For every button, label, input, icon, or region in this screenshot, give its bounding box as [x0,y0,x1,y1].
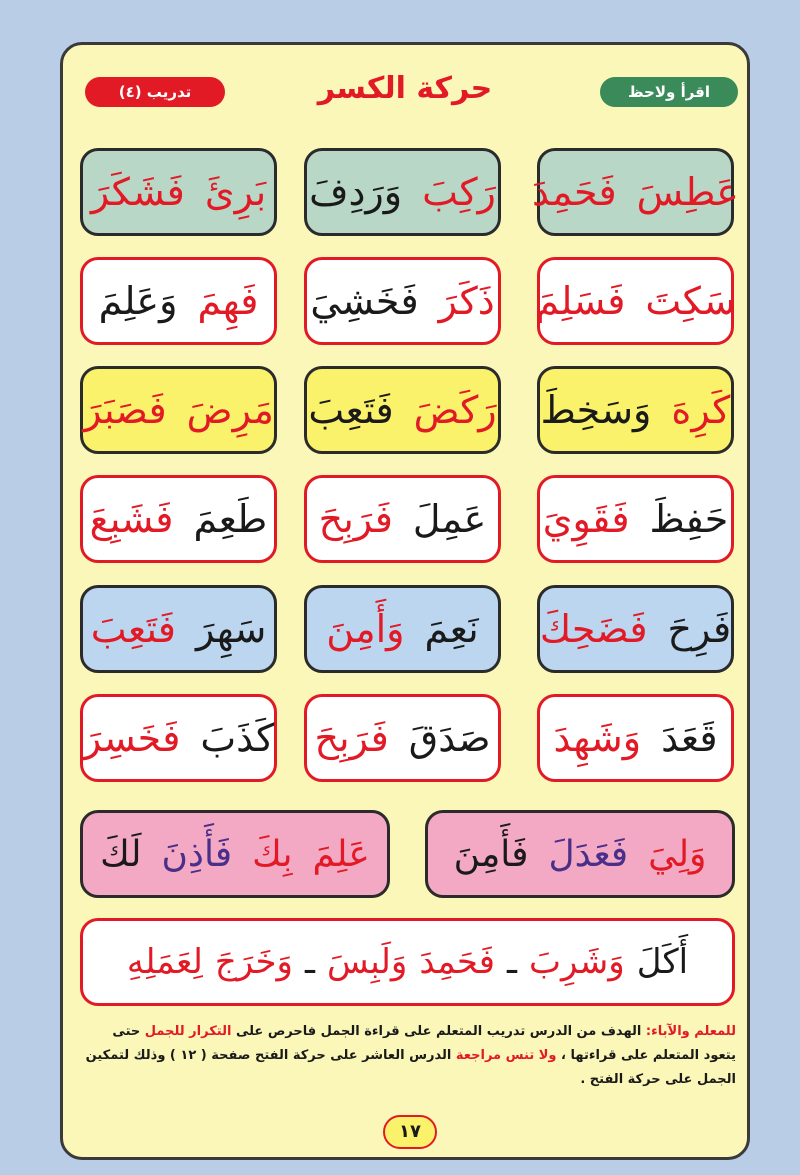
word: كَذَبَ [200,716,275,760]
word: فَتَعِبَ [90,607,176,651]
word-box [537,366,734,454]
word: فَشَبِعَ [89,497,174,541]
word: سَهِرَ [195,607,267,651]
word: سَكِتَ [645,279,736,323]
word-box [304,148,501,236]
word: قَعَدَ [661,716,718,760]
page-title: حركة الكسر [317,71,493,106]
word: فَشَكَرَ [90,170,185,214]
word: وَشَهِدَ [553,716,642,760]
word-box [80,475,277,563]
word-box [532,148,739,236]
note-text-2: حتى يتعود المتعلم على قراءتها ، [112,1024,736,1063]
phrase-box [425,810,735,898]
word: وَسَخِطَ [540,388,652,432]
word: نَعِمَ [424,607,479,651]
word: فَصَبَرَ [83,388,167,432]
word: رَكِبَ [422,170,496,214]
word: كَرِهَ [671,388,731,432]
word-box [80,585,277,673]
word: عَمِلَ [412,497,487,541]
word: فَتَعِبَ [308,388,394,432]
word-box [537,257,734,345]
note-text-3: الدرس العاشر على حركة الفتح صفحة ( ١٢ ) وذلك لتمكين الجمل على حركة الفتح . [85,1048,736,1087]
word-box [304,694,501,782]
note-text-1: الهدف من الدرس تدريب المتعلم على قراءة الجمل فاحرص على [235,1024,642,1039]
word: فَرَبِحَ [318,497,393,541]
word: وَخَرَجَ [214,942,293,982]
word: وَشَرِبَ [529,942,625,982]
teacher-note [81,1020,736,1092]
word: فَأَذِنَ [161,833,233,875]
page-number: ١٧ [383,1115,437,1149]
word: فَرِحَ [667,607,732,651]
read-observe-label: اقرأ ولاحظ [600,77,738,107]
word-box [80,694,277,782]
separator: ـ [304,942,315,982]
word: عَلِمَ [312,833,370,875]
word-box [537,694,734,782]
word: لَكَ [100,833,142,875]
word: وَأَمِنَ [326,607,405,651]
word: فَأَمِنَ [453,833,529,875]
word: ذَكَرَ [438,279,495,323]
word: فَحَمِدَ [419,942,496,982]
word: عَطِسَ [636,170,739,214]
word: مَرِضَ [186,388,274,432]
word: فَضَحِكَ [539,607,648,651]
word-box [80,366,277,454]
word: صَدَقَ [408,716,491,760]
word: فَسَلِمَ [535,279,626,323]
note-highlight-1: التكرار للجمل [144,1024,232,1039]
word: فَهِمَ [197,279,259,323]
word: لِعَمَلِهِ [126,942,203,982]
word-box [304,366,501,454]
word-box [80,148,277,236]
note-highlight-2: ولا تنس مراجعة [455,1048,557,1063]
word: أَكَلَ [636,942,689,982]
word: وَرَدِفَ [309,170,403,214]
separator: ـ [507,942,518,982]
word-box [80,257,277,345]
word-box [304,585,501,673]
word: فَرَبِحَ [314,716,389,760]
page-card [60,42,750,1160]
phrase-box [80,810,390,898]
exercise-label: تدريب (٤) [85,77,225,107]
word: بَرِئَ [204,170,267,214]
word-box [304,475,501,563]
word: وَلَبِسَ [326,942,408,982]
word: فَعَدَلَ [548,833,629,875]
note-lead: للمعلم والآباء: [645,1024,736,1039]
word: بِكَ [252,833,293,875]
word: فَخَسِرَ [82,716,181,760]
word-box [537,585,734,673]
word-box [304,257,501,345]
word: وَعَلِمَ [98,279,178,323]
word: فَخَشِيَ [310,279,419,323]
word-box [537,475,734,563]
word: رَكَضَ [413,388,497,432]
word: طَعِمَ [193,497,268,541]
word: فَقَوِيَ [542,497,630,541]
word: حَفِظَ [649,497,729,541]
sentence-box [80,918,735,1006]
word: وَلِيَ [648,833,707,875]
word: فَحَمِدَ [532,170,617,214]
